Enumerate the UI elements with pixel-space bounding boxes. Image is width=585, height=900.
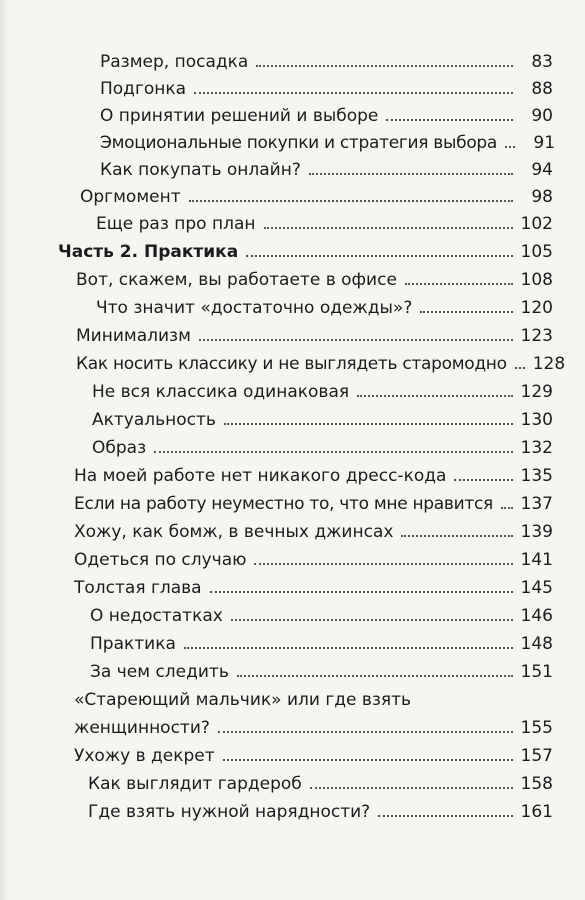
toc-entry-title: Если на работу неуместно то, что мне нравится	[74, 494, 493, 514]
toc-entry	[74, 740, 553, 766]
toc-entry	[96, 292, 553, 318]
toc-entry-title: Оргмомент	[80, 187, 181, 207]
toc-entry-title-line1: «Стареющий мальчик» или где взять	[74, 690, 412, 710]
toc-entry	[100, 46, 553, 72]
toc-leader-dots	[420, 311, 512, 313]
toc-entry	[80, 181, 553, 207]
toc-entry-title: Толстая глава	[74, 578, 202, 598]
toc-leader-dots	[237, 675, 513, 677]
toc-entry-title: Одеться по случаю	[74, 550, 247, 570]
toc-entry-page: 98	[531, 187, 553, 207]
toc-entry-title: О недостатках	[90, 606, 223, 626]
toc-entry-page: 83	[531, 52, 553, 72]
toc-entry	[88, 768, 553, 794]
toc-leader-dots	[223, 759, 513, 761]
toc-entry-page: 155	[520, 718, 553, 738]
toc-leader-dots	[218, 731, 513, 733]
toc-leader-dots	[194, 92, 513, 94]
toc-entry-page: 158	[520, 774, 553, 794]
toc-entry-title: Как носить классику и не выглядеть старомодно	[76, 354, 507, 374]
toc-leader-dots	[505, 146, 515, 148]
toc-entry-title: Размер, посадка	[100, 52, 249, 72]
toc-entry-page: 123	[520, 326, 553, 346]
toc-entry-page: 94	[531, 160, 553, 180]
toc-entry-title: Минимализм	[76, 326, 191, 346]
toc-entry	[74, 460, 553, 486]
toc-entry-page: 151	[520, 662, 553, 682]
toc-entry-title: Актуальность	[92, 410, 216, 430]
toc-entry-title: Как покупать онлайн?	[100, 160, 301, 180]
toc-entry	[76, 320, 553, 346]
toc-entry	[88, 796, 553, 822]
toc-entry	[100, 100, 553, 126]
toc-entry-page: 128	[532, 354, 566, 374]
toc-leader-dots	[405, 283, 513, 285]
toc-entry	[100, 154, 553, 180]
toc-entry-title: За чем следить	[90, 662, 229, 682]
toc-entry-page: 137	[520, 494, 553, 514]
toc-entry	[100, 127, 556, 153]
page-edge-shadow	[0, 0, 8, 900]
toc-leader-dots	[357, 395, 512, 397]
toc-leader-dots	[386, 119, 513, 121]
toc-leader-dots	[246, 255, 512, 257]
toc-leader-dots	[154, 451, 512, 453]
toc-leader-dots	[501, 507, 513, 509]
toc-entry-page: 141	[520, 550, 553, 570]
toc-part-heading	[58, 236, 553, 262]
toc-entry-page: 108	[520, 270, 553, 290]
toc-entry	[100, 73, 553, 99]
toc-leader-dots	[454, 479, 512, 481]
toc-entry	[96, 208, 553, 234]
toc-leader-dots	[189, 200, 513, 202]
toc-entry	[74, 572, 553, 598]
toc-entry-title: Подгонка	[100, 79, 187, 99]
toc-entry	[74, 488, 553, 514]
toc-leader-dots	[264, 227, 513, 229]
toc-entry-page: 132	[520, 438, 553, 458]
toc-entry-title: Еще раз про план	[96, 214, 256, 234]
toc-entry-title: Эмоциональные покупки и стратегия выбора	[100, 133, 498, 153]
toc-entry	[74, 712, 553, 738]
toc-entry-title: Образ	[92, 438, 147, 458]
toc-entry-title: Практика	[90, 634, 176, 654]
toc-entry-page: 148	[520, 634, 553, 654]
toc-entry	[92, 404, 553, 430]
toc-leader-dots	[310, 787, 513, 789]
toc-leader-dots	[256, 65, 513, 67]
toc-entry-page: 88	[531, 79, 553, 99]
toc-entry-page: 157	[520, 746, 553, 766]
toc-entry-title: Часть 2. Практика	[58, 242, 239, 262]
toc-leader-dots	[401, 535, 512, 537]
toc-leader-dots	[378, 815, 512, 817]
toc-entry-page: 102	[520, 214, 553, 234]
toc-entry-page: 120	[520, 298, 553, 318]
toc-entry-title: Что значит «достаточно одежды»?	[96, 298, 413, 318]
toc-entry-title: Где взять нужной нарядности?	[88, 802, 371, 822]
toc-entry-title: На моей работе нет никакого дресс-кода	[74, 466, 447, 486]
toc-entry	[76, 264, 553, 290]
toc-entry	[90, 600, 553, 626]
toc-entry-page: 146	[520, 606, 553, 626]
toc-entry-page: 161	[520, 802, 553, 822]
toc-entry-title: Как выглядит гардероб	[88, 774, 302, 794]
toc-entry-title: Ухожу в декрет	[74, 746, 215, 766]
toc-leader-dots	[515, 367, 525, 369]
toc-entry	[76, 348, 566, 374]
toc-entry	[74, 544, 553, 570]
toc-leader-dots	[231, 619, 513, 621]
toc-entry	[92, 376, 553, 402]
toc-entry-page: 130	[520, 410, 553, 430]
toc-entry	[90, 628, 553, 654]
toc-entry-title: Вот, скажем, вы работаете в офисе	[76, 270, 397, 290]
toc-leader-dots	[224, 423, 513, 425]
toc-entry-title: О принятии решений и выборе	[100, 106, 379, 126]
toc-entry-page: 129	[520, 382, 553, 402]
toc-entry	[90, 656, 553, 682]
toc-entry	[92, 432, 553, 458]
toc-entry-title: Хожу, как бомж, в вечных джинсах	[74, 522, 394, 542]
toc-entry-page: 91	[533, 133, 556, 153]
toc-entry-page: 145	[520, 578, 553, 598]
toc-entry-title: Не вся классика одинаковая	[92, 382, 350, 402]
toc-entry-page: 139	[520, 522, 553, 542]
toc-leader-dots	[210, 591, 513, 593]
toc-leader-dots	[254, 563, 512, 565]
toc-leader-dots	[184, 647, 513, 649]
toc-entry-title: женщинности?	[74, 718, 210, 738]
toc-leader-dots	[199, 339, 513, 341]
toc-leader-dots	[309, 173, 513, 175]
toc-entry-page: 90	[531, 106, 553, 126]
toc-entry-page: 105	[520, 242, 553, 262]
toc-entry	[74, 516, 553, 542]
toc-entry-page: 135	[520, 466, 553, 486]
